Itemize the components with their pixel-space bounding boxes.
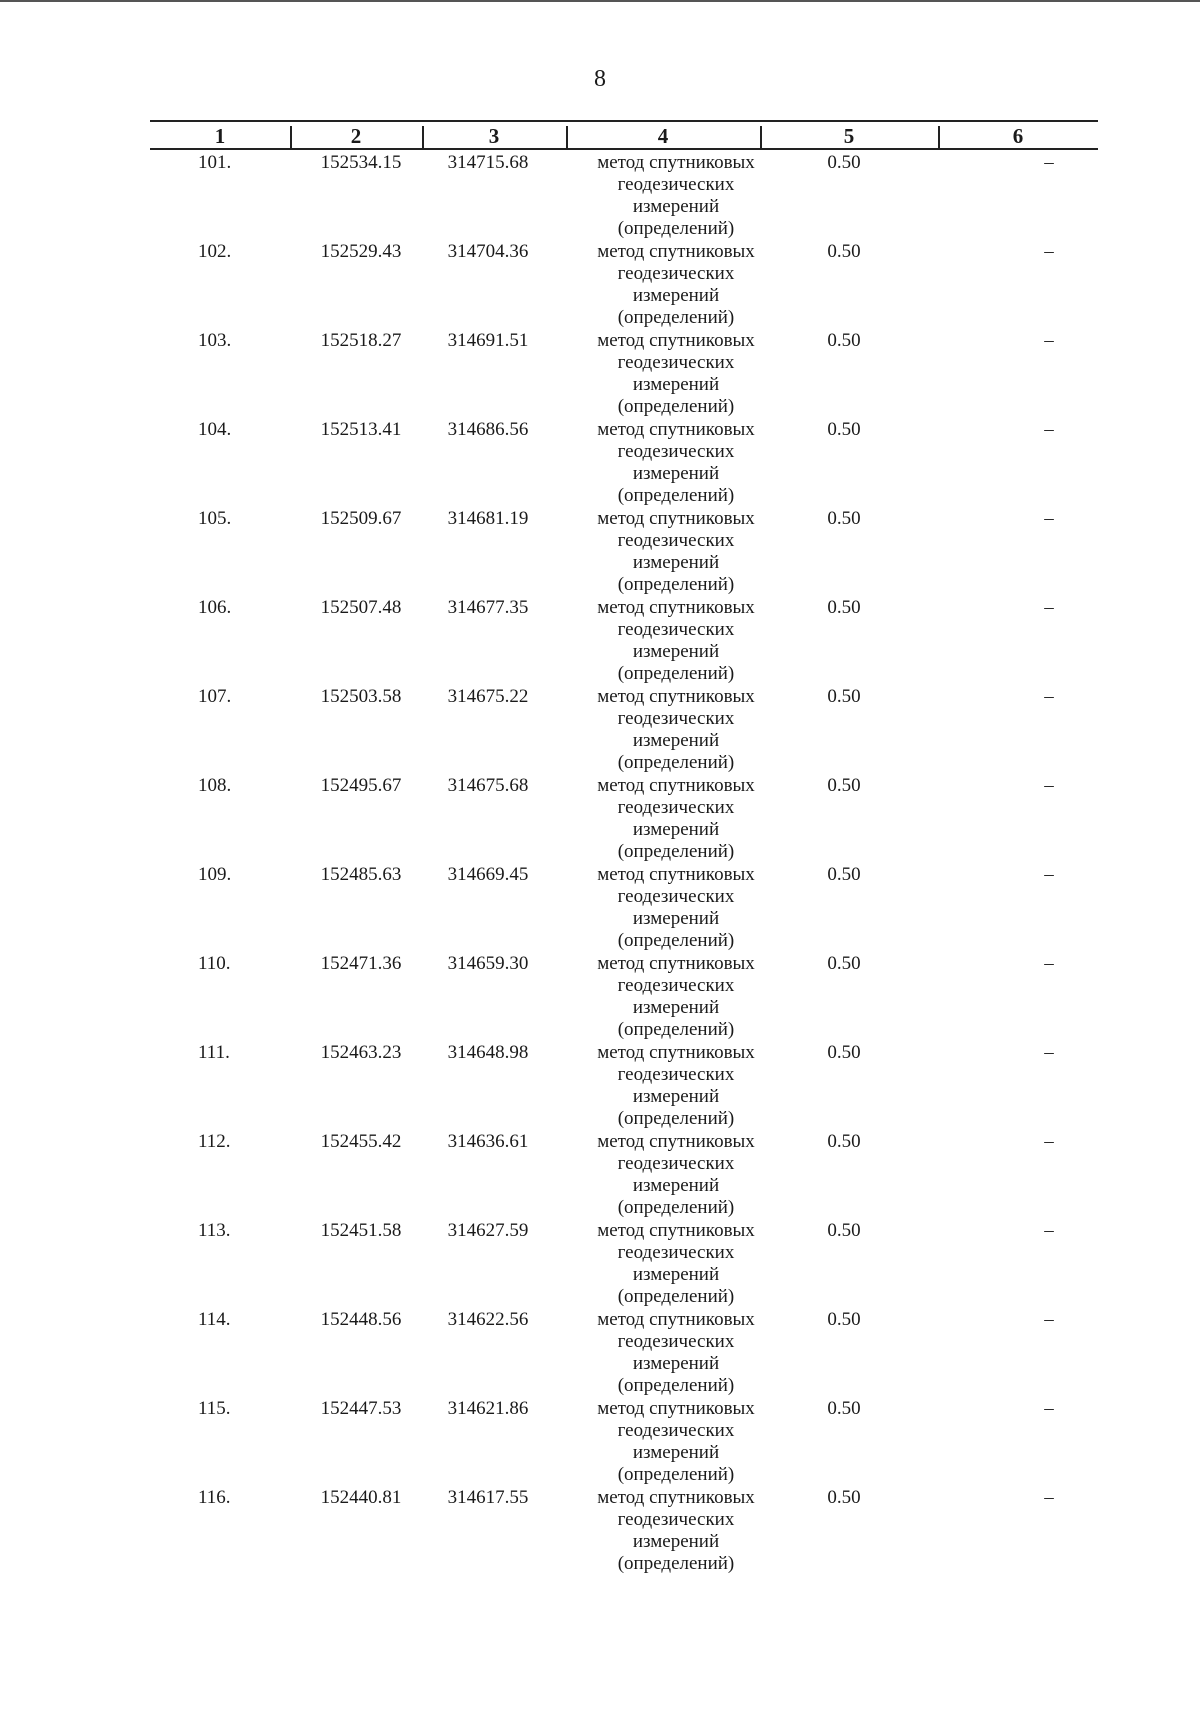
table-row [150,953,1098,1042]
accuracy: 0.50 [827,1487,861,1508]
table-row [150,686,1098,775]
table-row [150,419,1098,508]
coord-y: 314648.98 [447,1042,529,1063]
method-line: измерений [632,463,720,484]
coord-x: 152509.67 [320,508,402,529]
coord-y: 314636.61 [447,1131,529,1152]
coord-x: 152529.43 [320,241,402,262]
method-line: метод спутниковых [597,953,755,974]
coord-x: 152463.23 [320,1042,402,1063]
accuracy: 0.50 [827,241,861,262]
method-line: (определений) [617,841,735,862]
method-line: измерений [632,1086,720,1107]
method [570,1487,782,1575]
point-number: 104. [198,419,232,440]
method-line: геодезических [617,530,735,551]
method-line: геодезических [617,263,735,284]
accuracy: 0.50 [827,1398,861,1419]
method-line: (определений) [617,574,735,595]
note: – [1044,953,1054,974]
method [570,597,782,685]
method-line: метод спутниковых [597,1042,755,1063]
method [570,686,782,774]
method-line: (определений) [617,1375,735,1396]
method [570,330,782,418]
coord-x: 152485.63 [320,864,402,885]
method-line: измерений [632,196,720,217]
coord-y: 314691.51 [447,330,529,351]
method-line: измерений [632,1353,720,1374]
method-line: (определений) [617,396,735,417]
note: – [1044,597,1054,618]
method [570,1398,782,1486]
accuracy: 0.50 [827,597,861,618]
table-row [150,1042,1098,1131]
point-number: 105. [198,508,232,529]
coord-y: 314675.68 [447,775,529,796]
note: – [1044,686,1054,707]
point-number: 103. [198,330,232,351]
method-line: (определений) [617,663,735,684]
method [570,1220,782,1308]
method-line: геодезических [617,1420,735,1441]
method-line: метод спутниковых [597,241,755,262]
page-number: 8 [594,66,606,92]
coord-y: 314617.55 [447,1487,529,1508]
method-line: (определений) [617,1019,735,1040]
coord-y: 314659.30 [447,953,529,974]
note: – [1044,241,1054,262]
method-line: геодезических [617,352,735,373]
note: – [1044,1398,1054,1419]
accuracy: 0.50 [827,1220,861,1241]
header-col-4: 4 [657,124,669,148]
method-line: метод спутниковых [597,864,755,885]
method-line: геодезических [617,174,735,195]
accuracy: 0.50 [827,330,861,351]
coord-y: 314675.22 [447,686,529,707]
point-number: 112. [198,1131,231,1152]
coord-x: 152447.53 [320,1398,402,1419]
note: – [1044,419,1054,440]
method-line: геодезических [617,797,735,818]
table-row [150,775,1098,864]
accuracy: 0.50 [827,152,861,173]
method-line: геодезических [617,1509,735,1530]
method-line: (определений) [617,1464,735,1485]
method-line: метод спутниковых [597,152,755,173]
table-row [150,1398,1098,1487]
note: – [1044,152,1054,173]
method-line: метод спутниковых [597,597,755,618]
method-line: метод спутниковых [597,775,755,796]
page-top-border [0,0,1200,2]
coord-y: 314621.86 [447,1398,529,1419]
note: – [1044,330,1054,351]
header-col-6: 6 [1012,124,1024,148]
method-line: (определений) [617,930,735,951]
table-row [150,1487,1098,1576]
method [570,152,782,240]
note: – [1044,508,1054,529]
accuracy: 0.50 [827,1131,861,1152]
coord-y: 314677.35 [447,597,529,618]
accuracy: 0.50 [827,1042,861,1063]
table-row [150,1131,1098,1220]
coord-x: 152440.81 [320,1487,402,1508]
method-line: метод спутниковых [597,330,755,351]
method-line: измерений [632,819,720,840]
method-line: (определений) [617,1553,735,1574]
note: – [1044,1131,1054,1152]
table-row [150,330,1098,419]
coord-y: 314622.56 [447,1309,529,1330]
method-line: геодезических [617,619,735,640]
accuracy: 0.50 [827,686,861,707]
method-line: измерений [632,641,720,662]
method-line: (определений) [617,218,735,239]
method-line: геодезических [617,975,735,996]
accuracy: 0.50 [827,775,861,796]
method-line: метод спутниковых [597,1309,755,1330]
method-line: геодезических [617,1242,735,1263]
method-line: измерений [632,1442,720,1463]
point-number: 106. [198,597,232,618]
method [570,953,782,1041]
header-col-5: 5 [843,124,855,148]
note: – [1044,775,1054,796]
method [570,864,782,952]
header-col-3: 3 [488,124,500,148]
coord-x: 152513.41 [320,419,402,440]
table-row [150,152,1098,241]
note: – [1044,1042,1054,1063]
method-line: метод спутниковых [597,686,755,707]
method-line: измерений [632,1175,720,1196]
header-col-2: 2 [350,124,362,148]
accuracy: 0.50 [827,419,861,440]
accuracy: 0.50 [827,953,861,974]
coord-x: 152507.48 [320,597,402,618]
coord-x: 152455.42 [320,1131,402,1152]
coord-y: 314627.59 [447,1220,529,1241]
table-header [150,120,1098,150]
table-row [150,1220,1098,1309]
coord-y: 314669.45 [447,864,529,885]
method-line: измерений [632,285,720,306]
method-line: измерений [632,730,720,751]
method-line: метод спутниковых [597,1487,755,1508]
table-row [150,1309,1098,1398]
method-line: метод спутниковых [597,419,755,440]
coord-x: 152451.58 [320,1220,402,1241]
method [570,775,782,863]
coord-y: 314715.68 [447,152,529,173]
method-line: измерений [632,374,720,395]
accuracy: 0.50 [827,1309,861,1330]
method-line: (определений) [617,307,735,328]
coord-y: 314704.36 [447,241,529,262]
point-number: 115. [198,1398,231,1419]
header-col-1: 1 [214,124,226,148]
point-number: 109. [198,864,232,885]
table-row [150,508,1098,597]
point-number: 111. [198,1042,230,1063]
point-number: 110. [198,953,231,974]
point-number: 101. [198,152,232,173]
note: – [1044,864,1054,885]
method-line: измерений [632,997,720,1018]
accuracy: 0.50 [827,508,861,529]
method-line: метод спутниковых [597,1220,755,1241]
method [570,241,782,329]
method-line: (определений) [617,485,735,506]
coord-x: 152495.67 [320,775,402,796]
point-number: 113. [198,1220,231,1241]
coord-y: 314686.56 [447,419,529,440]
method-line: геодезических [617,441,735,462]
table-row [150,241,1098,330]
point-number: 108. [198,775,232,796]
method-line: геодезических [617,708,735,729]
method-line: измерений [632,1264,720,1285]
method [570,419,782,507]
method-line: (определений) [617,1197,735,1218]
method-line: геодезических [617,886,735,907]
point-number: 107. [198,686,232,707]
method [570,508,782,596]
method [570,1131,782,1219]
note: – [1044,1309,1054,1330]
coord-y: 314681.19 [447,508,529,529]
accuracy: 0.50 [827,864,861,885]
coord-x: 152503.58 [320,686,402,707]
note: – [1044,1487,1054,1508]
method-line: (определений) [617,1286,735,1307]
table-row [150,597,1098,686]
method-line: метод спутниковых [597,508,755,529]
method [570,1042,782,1130]
method-line: измерений [632,908,720,929]
method-line: метод спутниковых [597,1131,755,1152]
method-line: измерений [632,552,720,573]
method-line: (определений) [617,1108,735,1129]
point-number: 102. [198,241,232,262]
table-row [150,864,1098,953]
method-line: (определений) [617,752,735,773]
note: – [1044,1220,1054,1241]
method-line: геодезических [617,1064,735,1085]
method-line: измерений [632,1531,720,1552]
header-bottom-rule [150,148,1098,150]
coord-x: 152448.56 [320,1309,402,1330]
coord-x: 152471.36 [320,953,402,974]
method-line: геодезических [617,1153,735,1174]
method [570,1309,782,1397]
coord-x: 152518.27 [320,330,402,351]
coord-x: 152534.15 [320,152,402,173]
method-line: геодезических [617,1331,735,1352]
point-number: 114. [198,1309,231,1330]
point-number: 116. [198,1487,231,1508]
method-line: метод спутниковых [597,1398,755,1419]
